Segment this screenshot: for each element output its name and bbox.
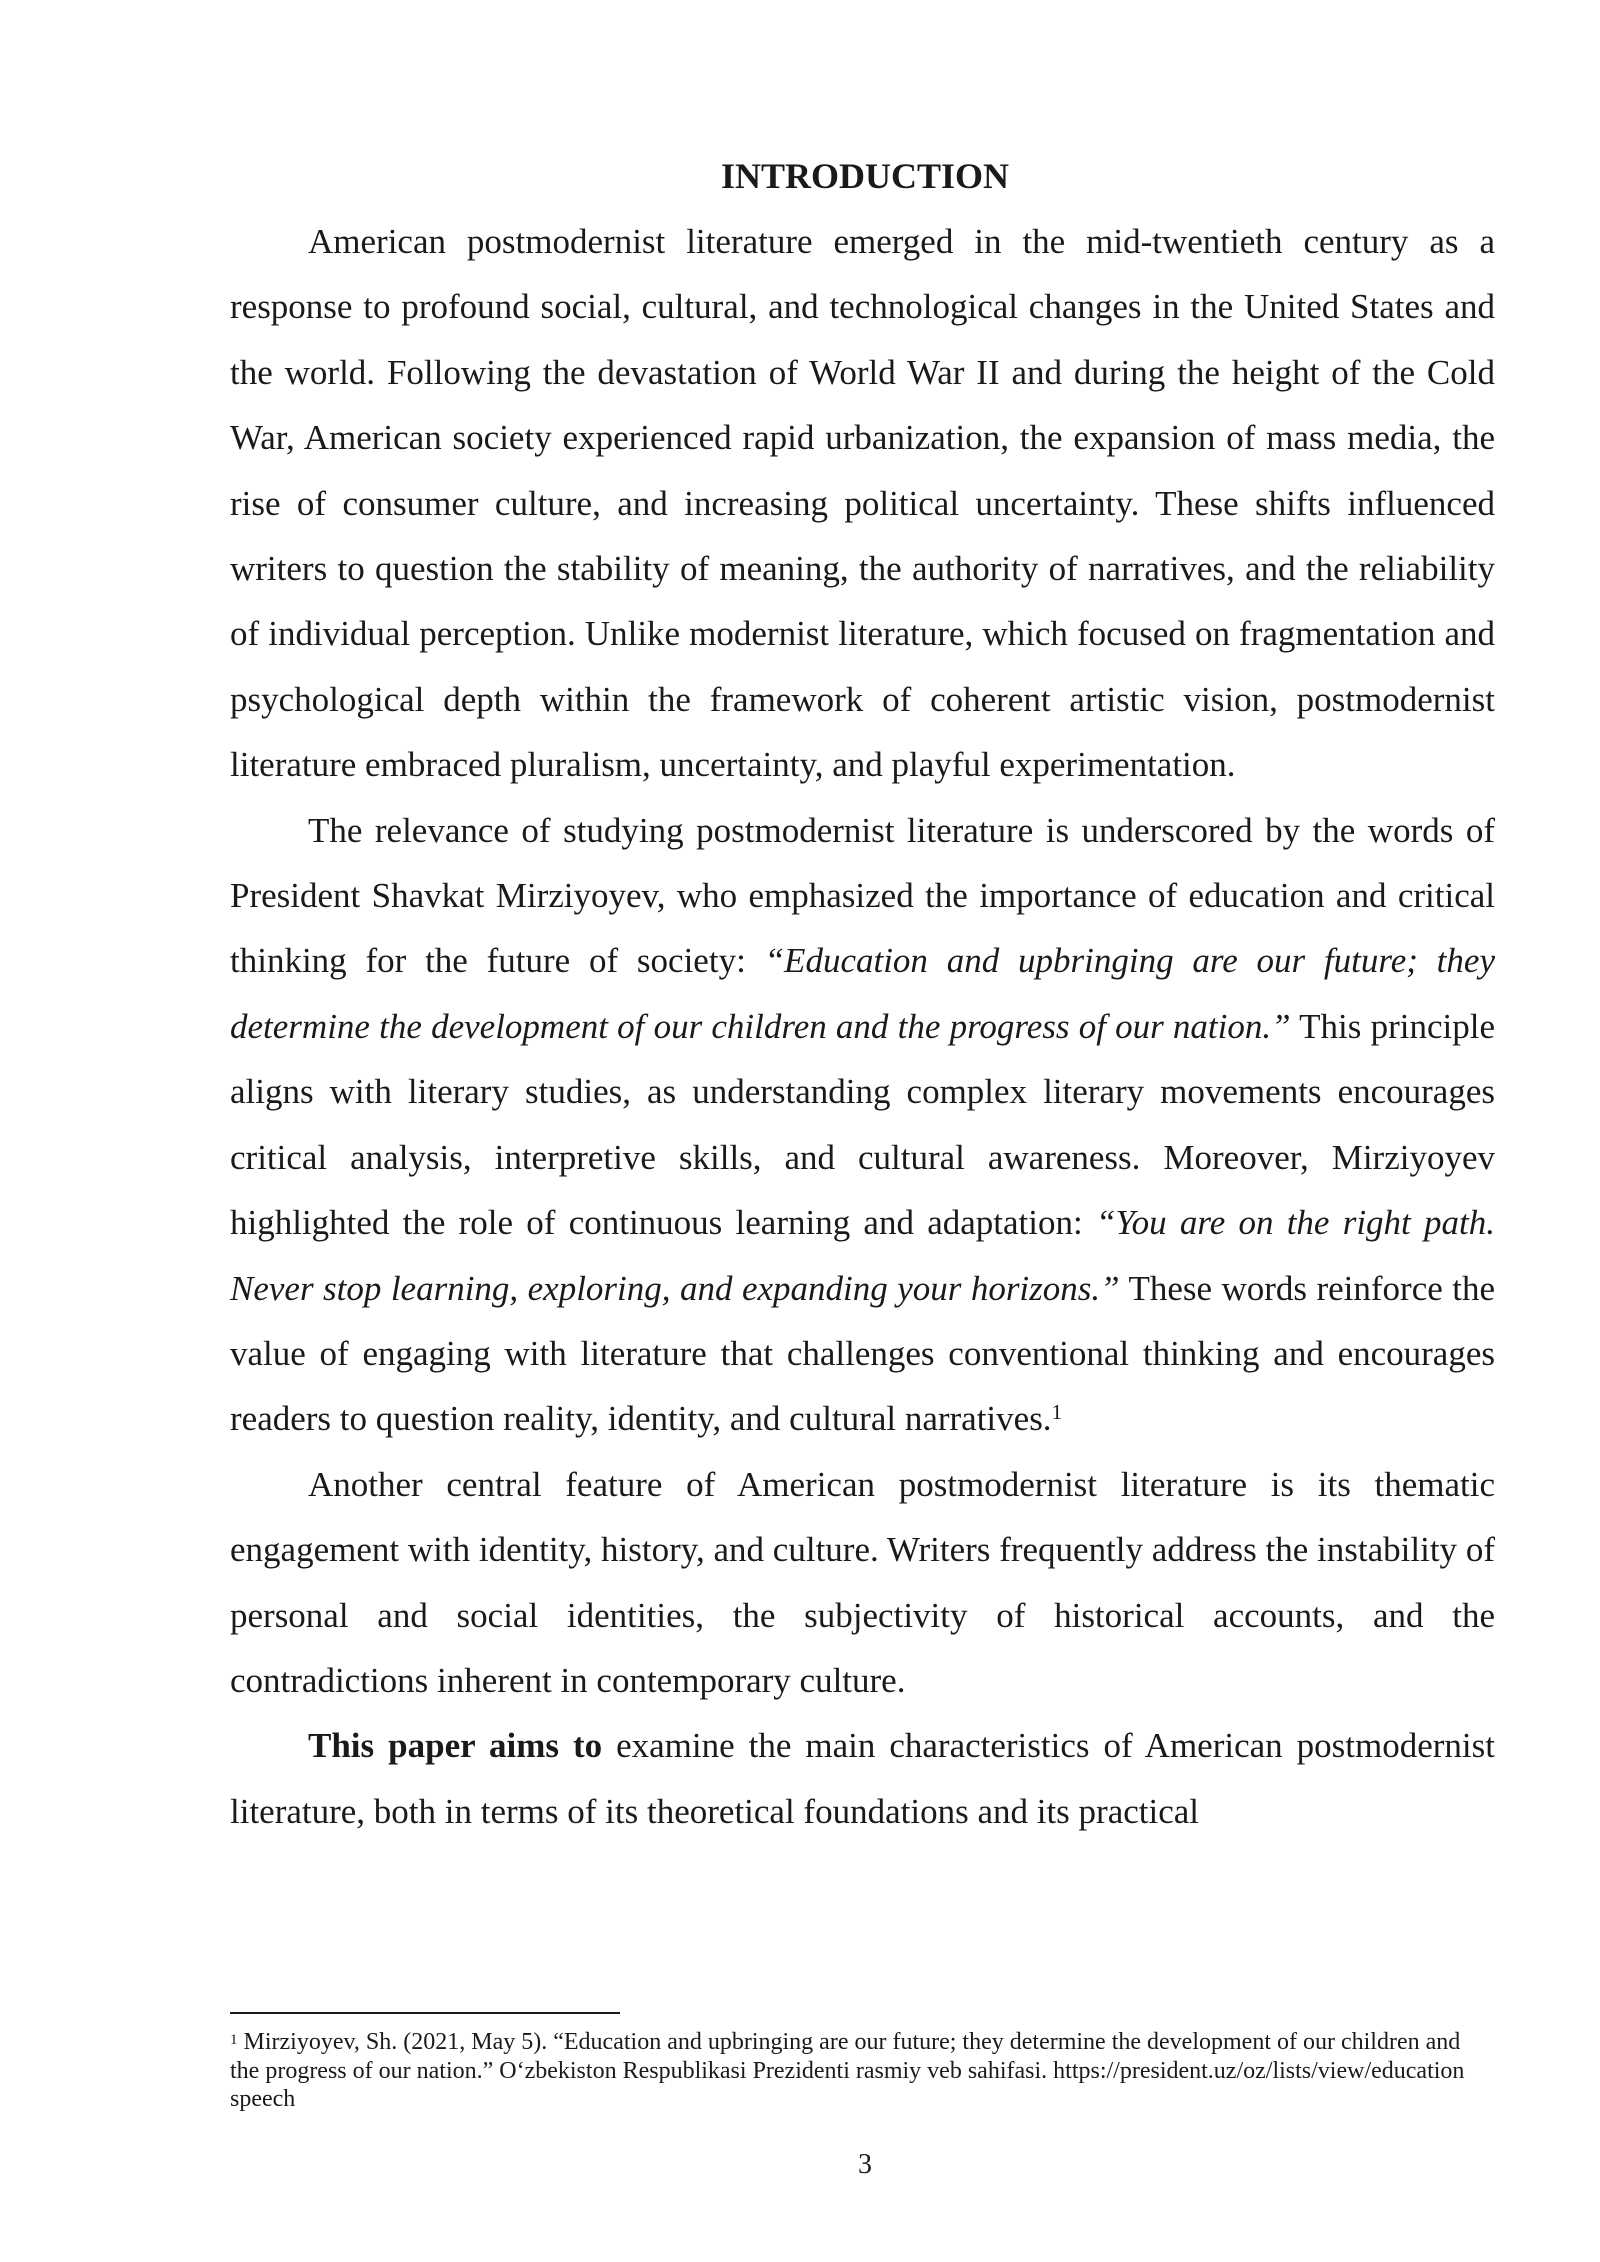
footnote-text: Mirziyoyev, Sh. (2021, May 5). “Education and upbringing are our future; they determine the development of our children and the progress of our nation.” O‘zbekiston Respublikasi Prezidenti rasmiy veb sahifasi. https://president.uz/oz/lists/view/education speech xyxy=(230,2029,1465,2112)
footnote xyxy=(230,2028,1495,2114)
paragraph-2-text-b: This principle aligns with literary studies, as understanding complex literary movements encourages critical analysis, interpretive skills, and cultural awareness. Moreover, Mirziyoyev highlighted the role of continuous learning and adaptation: xyxy=(230,1006,1495,1243)
footnote-mark: 1 xyxy=(230,2032,238,2048)
paragraph-4 xyxy=(230,1713,1495,1844)
paragraph-2-text-a: The relevance of studying postmodernist literature is underscored by the words of President Shavkat Mirziyoyev, who emphasized the importance of education and critical thinking for the future of society: xyxy=(230,810,1495,981)
paragraph-2 xyxy=(230,798,1495,1452)
president-quote-1: “Education and upbringing are our future; they determine the development of our children and the progress of our nation.” xyxy=(230,941,1495,1046)
section-heading: INTRODUCTION xyxy=(720,156,1010,196)
paragraph-2-text-c: These words reinforce the value of engaging with literature that challenges conventional thinking and encourages readers to question reality, identity, and cultural narratives. xyxy=(230,1268,1496,1439)
paragraph-3: Another central feature of American postmodernist literature is its thematic engagement with identity, history, and culture. Writers frequently address the instability of personal and social identities, the subjectivity of historical accounts, and the contradictions inherent in contemporary culture. xyxy=(230,1464,1495,1700)
paragraph-4-text: examine the main characteristics of American postmodernist literature, both in terms of its theoretical foundations and its practical xyxy=(230,1726,1495,1831)
president-quote-2: “You are on the right path. Never stop learning, exploring, and expanding your horizons.” xyxy=(230,1203,1495,1308)
body-text xyxy=(230,209,1495,1844)
aim-statement-lead: This paper aims to xyxy=(308,1726,603,1766)
footnote-reference[interactable]: 1 xyxy=(1051,1400,1063,1425)
page-number: 3 xyxy=(858,2149,872,2180)
paragraph-1: American postmodernist literature emerged in the mid-twentieth century as a response to profound social, cultural, and technological changes in the United States and the world. Following the devastation of World War II and during the height of the Cold War, American society experienced rapid urbanization, the expansion of mass media, the rise of consumer culture, and increasing political uncertainty. These shifts influenced writers to question the stability of meaning, the authority of narratives, and the reliability of individual perception. Unlike modernist literature, which focused on fragmentation and psychological depth within the framework of coherent artistic vision, postmodernist literature embraced pluralism, uncertainty, and playful experimentation. xyxy=(230,222,1495,785)
footnote-separator xyxy=(230,2012,620,2014)
